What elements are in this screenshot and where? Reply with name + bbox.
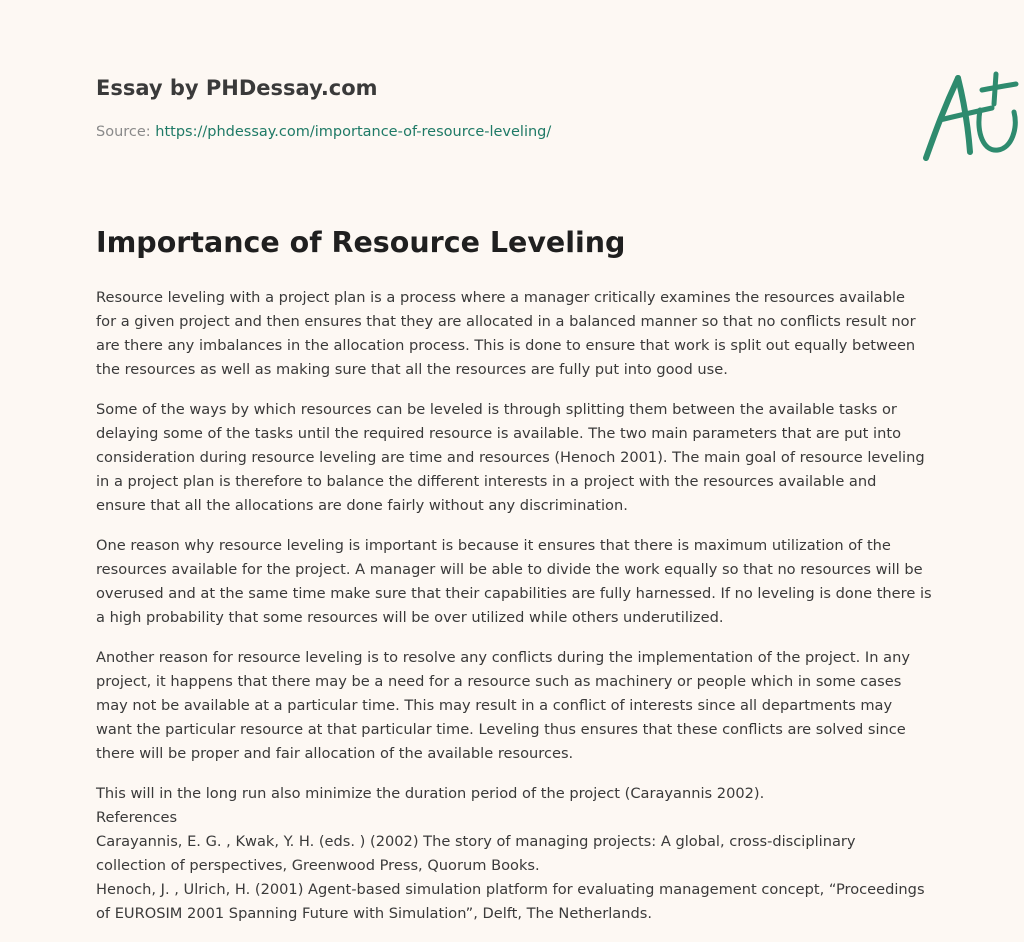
source-label: Source: — [96, 124, 151, 140]
reference-line: Henoch, J. , Ulrich, H. (2001) Agent-based simulation platform for evaluating management concept, “Proceedings — [96, 881, 925, 898]
paragraph-3 — [96, 534, 932, 630]
essay-body — [96, 286, 932, 942]
paragraph-line: resources available for the project. A manager will be able to divide the work equally so that no resources will be — [96, 561, 923, 578]
paragraph-4 — [96, 646, 928, 766]
site-title: Essay by PHDessay.com — [96, 76, 378, 100]
paragraph-line: delaying some of the tasks until the required resource is available. The two main parameters that are put into — [96, 425, 901, 442]
paragraph-line: overused and at the same time make sure that their capabilities are fully harnessed. If no leveling is done there is — [96, 585, 932, 602]
paragraph-line: are there any imbalances in the allocation process. This is done to ensure that work is split out equally between — [96, 337, 916, 354]
a-plus-logo-icon — [918, 68, 1024, 164]
paragraph-line: in a project plan is therefore to balance the different interests in a project with the resources available and — [96, 473, 877, 490]
reference-line: of EUROSIM 2001 Spanning Future with Simulation”, Delft, The Netherlands. — [96, 905, 653, 922]
reference-line: Carayannis, E. G. , Kwak, Y. H. (eds. ) (2002) The story of managing projects: A global, cross-disciplinary — [96, 833, 856, 850]
paragraph-line: may not be available at a particular time. This may result in a conflict of interests since all departments may — [96, 697, 893, 714]
paragraph-line: the resources as well as making sure that all the resources are fully put into good use. — [96, 361, 728, 378]
paragraph-line: ensure that all the allocations are done fairly without any discrimination. — [96, 497, 628, 514]
paragraph-2 — [96, 398, 928, 518]
source-line — [96, 124, 551, 140]
paragraph-line: there will be proper and fair allocation of the available resources. — [96, 745, 574, 762]
paragraph-line: for a given project and then ensures that they are allocated in a balanced manner so that no conflicts result nor — [96, 313, 916, 330]
closing-sentence: This will in the long run also minimize the duration period of the project (Carayannis 2002). — [96, 785, 765, 802]
paragraph-line: Resource leveling with a project plan is a process where a manager critically examines the resources available — [96, 289, 906, 306]
source-link[interactable]: https://phdessay.com/importance-of-resource-leveling/ — [155, 124, 552, 140]
references-heading: References — [96, 809, 178, 826]
paragraph-line: One reason why resource leveling is important is because it ensures that there is maximum utilization of the — [96, 537, 891, 554]
paragraph-line: Another reason for resource leveling is to resolve any conflicts during the implementation of the project. In any — [96, 649, 910, 666]
paragraph-line: want the particular resource at that particular time. Leveling thus ensures that these conflicts are solved since — [96, 721, 906, 738]
paragraph-line: consideration during resource leveling are time and resources (Henoch 2001). The main goal of resource leveling — [96, 449, 925, 466]
essay-title: Importance of Resource Leveling — [96, 226, 626, 259]
paragraph-line: project, it happens that there may be a need for a resource such as machinery or people which in some cases — [96, 673, 902, 690]
reference-line: collection of perspectives, Greenwood Press, Quorum Books. — [96, 857, 540, 874]
paragraph-line: a high probability that some resources will be over utilized while others underutilized. — [96, 609, 724, 626]
paragraph-1 — [96, 286, 928, 382]
references-block — [96, 782, 928, 926]
paragraph-line: Some of the ways by which resources can be leveled is through splitting them between the available tasks or — [96, 401, 897, 418]
